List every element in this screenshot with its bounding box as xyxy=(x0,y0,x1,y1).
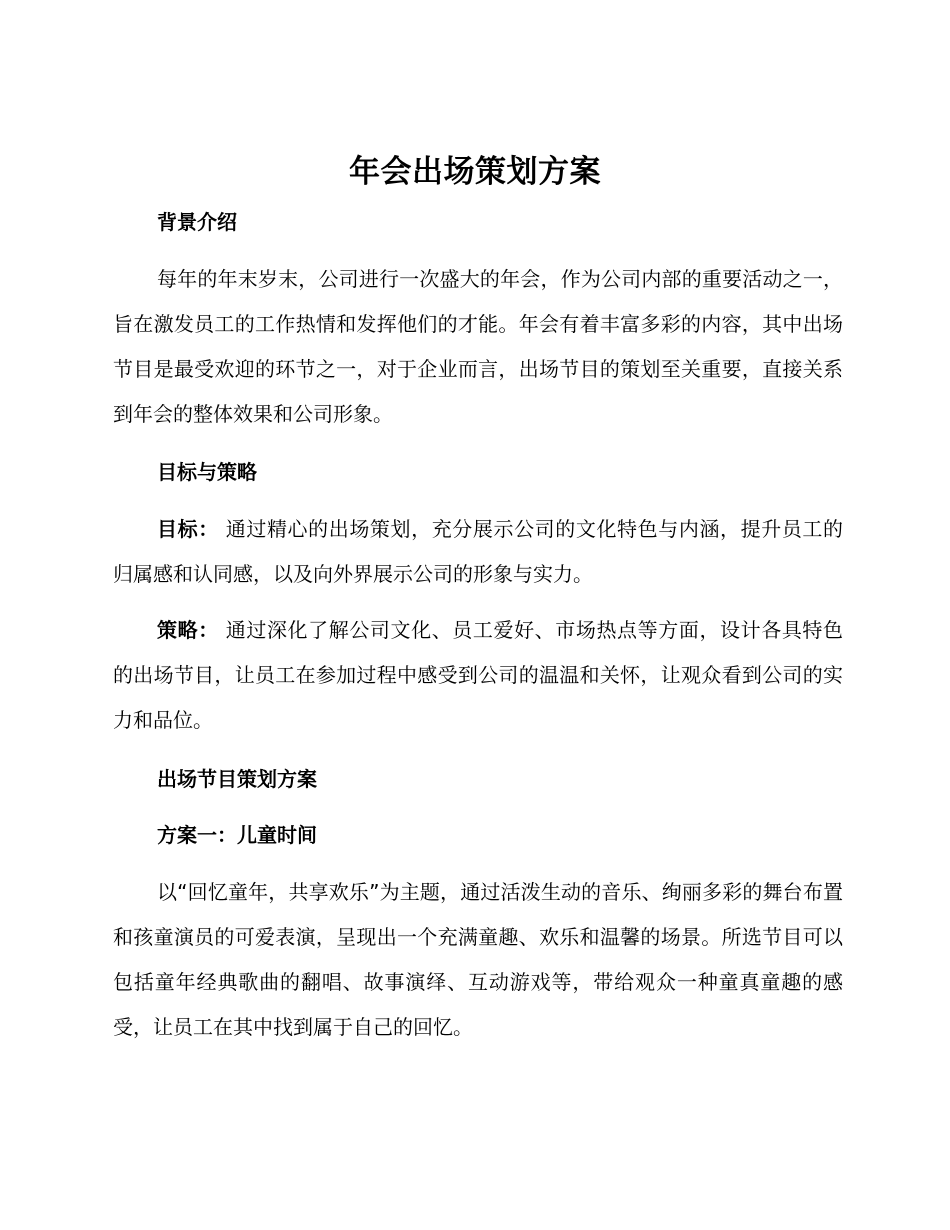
paragraph-plan-one: 以“回忆童年，共享欢乐”为主题，通过活泼生动的音乐、绚丽多彩的舞台布置和孩童演员的可爱表演，呈现出一个充满童趣、欢乐和温馨的场景。所选节目可以包括童年经典歌曲的翻唱、故事演绎、互动游戏等，带给观众一种童真童趣的感受，让员工在其中找到属于自己的回忆。 xyxy=(113,880,843,1039)
document-title: 年会出场策划方案 xyxy=(349,154,601,190)
strategy-label: 策略： xyxy=(157,618,219,642)
goal-label: 目标： xyxy=(157,517,219,541)
paragraph-goal xyxy=(113,507,843,597)
goal-text: 通过精心的出场策划，充分展示公司的文化特色与内涵，提升员工的归属感和认同感，以及向外界展示公司的形象与实力。 xyxy=(113,517,844,586)
paragraph-background: 每年的年末岁末，公司进行一次盛大的年会，作为公司内部的重要活动之一，旨在激发员工的工作热情和发挥他们的才能。年会有着丰富多彩的内容，其中出场节目是最受欢迎的环节之一，对于企业而言，出场节目的策划至关重要，直接关系到年会的整体效果和公司形象。 xyxy=(113,267,843,426)
section-heading-program: 出场节目策划方案 xyxy=(157,767,317,791)
strategy-text: 通过深化了解公司文化、员工爱好、市场热点等方面，设计各具特色的出场节目，让员工在参加过程中感受到公司的温温和关怀，让观众看到公司的实力和品位。 xyxy=(113,618,844,732)
paragraph-strategy xyxy=(113,608,843,743)
section-heading-background: 背景介绍 xyxy=(157,210,237,234)
plan-one-heading: 方案一：儿童时间 xyxy=(157,823,317,847)
section-heading-goals: 目标与策略 xyxy=(157,460,257,484)
